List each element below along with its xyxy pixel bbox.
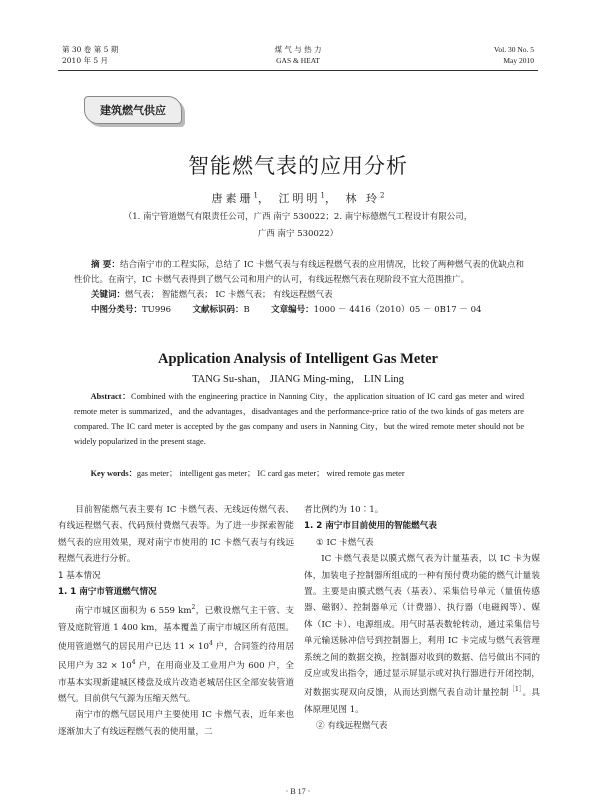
cls-label: 中图分类号：: [91, 305, 143, 315]
citation: ［1］: [508, 686, 523, 694]
header-divider: [58, 70, 538, 71]
intro-paragraph: 目前智能燃气表主要有 IC 卡燃气表、无线远传燃气表、有线远程燃气表、代码预付费燃气表等。为了进一步探索智能燃气表的应用效果，现对南宁市使用的 IC 卡燃气表与有线远程燃气表进行分析。: [58, 505, 294, 565]
cls-value: TU996: [142, 305, 172, 315]
superscript: 4: [131, 659, 136, 667]
doc-code-label: 文献标识码：: [192, 305, 244, 315]
author-2: 江明明: [278, 192, 321, 205]
continued-paragraph: 者比例约为 10∶1。: [304, 505, 384, 515]
en-abstract: [74, 389, 524, 449]
cn-classification: [74, 303, 524, 318]
para-text: 户，合同签约待用居民用户为 32 × 10: [58, 641, 294, 672]
subheading-wired-remote-meter: ② 有线远程燃气表: [316, 721, 388, 732]
body-column-right: [304, 502, 540, 735]
para-text: IC 卡燃气表是以膜式燃气表为计量基表，以 IC 卡为媒体，加装电子控制器所组成的一种有预付费功能的燃气计量装置。主要是由膜式燃气表（基表）、采集信号单元（量值传感器、磁钢）、控制器单元（计费器）、执行器（电磁阀等）、媒体（IC 卡）、电源组成。用气时基表数轮转动，通过采集信号单元输送脉冲信号到控制器上，利用 IC 卡完成与燃气表管理系统之间的数据交换，控制器对收到的数据、信号做出不同的反应或发出指令，通过显示屏显示或对执行器进行开闭控制，对数据实现双向反馈，从而达到燃气表自动计量控制: [304, 554, 540, 699]
meter-usage-paragraph: 南宁市的燃气居民用户主要使用 IC 卡燃气表，近年来也逐渐加大了有线远程燃气表的使用量，二: [58, 710, 294, 737]
section-heading-1-1: 1. 1 南宁市管道燃气情况: [58, 587, 157, 598]
author-3: 林 玲: [345, 192, 380, 205]
volume-issue: 第 30 卷 第 5 期: [62, 45, 119, 54]
author-2-affil: 1: [320, 191, 325, 200]
cn-keywords: [74, 288, 524, 303]
ic-card-meter-paragraph: [304, 551, 540, 718]
en-title: Application Analysis of Intelligent Gas Meter: [158, 351, 438, 367]
volume-issue-en: Vol. 30 No. 5: [493, 45, 534, 54]
affiliations: [84, 209, 512, 243]
para-text: ，已敷设燃气主干管、支管及庭院管道 1 400 km，基本覆盖了南宁市城区所有范围。使用管道燃气的居民用户已达 11 × 10: [58, 606, 294, 652]
para-text: 户，在用商业及工业用户为 600 户，全市基本实现新建城区楼盘及成片改造老城居住区全部安装管道燃气。目前供气气源为压缩天然气。: [58, 661, 294, 705]
affiliation-line-1: （1. 南宁管道燃气有限责任公司，广西 南宁 530022；2. 南宁标德燃气工程设计有限公司，: [123, 212, 473, 222]
cn-abstract: [74, 258, 524, 318]
section-heading-1-2: 1. 2 南宁市目前使用的智能燃气表: [304, 521, 437, 532]
issue-date: 2010 年 5 月: [62, 56, 109, 65]
cn-keywords-text: 燃气表； 智能燃气表； IC 卡燃气表； 有线远程燃气表: [125, 290, 333, 300]
section-heading-1: 1 基本情况: [58, 570, 101, 581]
author-separator: ，: [258, 192, 279, 205]
en-abstract-label: Abstract：: [90, 392, 132, 401]
body-column-left: [58, 502, 294, 740]
superscript: 4: [208, 640, 213, 648]
doc-code-value: B: [243, 305, 250, 315]
issue-date-en: May 2010: [503, 56, 534, 65]
affiliation-line-2: 广西 南宁 530022）: [257, 229, 339, 239]
subheading-ic-card-meter: ① IC 卡燃气表: [316, 537, 374, 548]
en-authors: TANG Su-shan， JIANG Ming-ming， LIN Ling: [192, 374, 404, 385]
para-text: 。具体原理见图 1。: [304, 688, 540, 715]
en-keywords: [74, 466, 541, 481]
journal-name-en: GAS & HEAT: [276, 56, 320, 65]
journal-volume-en: [494, 44, 534, 66]
author-1-affil: 1: [253, 191, 259, 200]
cn-abstract-label: 摘 要：: [91, 260, 120, 270]
en-keywords-label: Key words：: [90, 469, 137, 478]
page-number: · B 17 ·: [285, 787, 311, 796]
author-1: 唐素珊: [211, 192, 254, 205]
article-number-label: 文章编号：: [271, 305, 314, 315]
cn-abstract-text: 结合南宁市的工程实际，总结了 IC 卡燃气表与有线远程燃气表的应用情况，比较了两种燃气表的优缺点和性价比。在南宁，IC 卡燃气表得到了燃气公司和用户的认可，有线远程燃气表在现阶段不宜大范围推广。: [74, 260, 524, 285]
article-number-value: 1000 － 4416（2010）05 － 0B17 － 04: [313, 305, 482, 315]
column-tag: 建筑燃气供应: [84, 96, 182, 124]
author-separator: ，: [324, 192, 346, 205]
superscript: 2: [191, 604, 196, 612]
journal-name-cn: 煤 气 与 热 力: [274, 45, 322, 54]
cn-abstract-body: [74, 258, 524, 288]
cn-keywords-label: 关键词：: [91, 290, 126, 300]
para-text: 南宁市城区面积为 6 559 km: [75, 606, 192, 617]
author-3-affil: 2: [379, 191, 385, 200]
en-abstract-text: Combined with the engineering practice in Nanning City，the application situation of IC card gas meter and wired remote meter is summarized，and the advantages，disadvantages and the performance-price ratio of the two kinds of gas meters are compared. The IC card meter is accepted by the gas company and users in Nanning City，but the wired remote meter should not be widely popularized in the present stage.: [74, 392, 525, 446]
paper-title: 智能燃气表的应用分析: [188, 154, 408, 178]
en-keywords-text: gas meter； intelligent gas meter； IC card gas meter； wired remote gas meter: [136, 469, 405, 478]
author-list: [0, 190, 596, 206]
gas-situation-paragraph: [58, 600, 294, 707]
